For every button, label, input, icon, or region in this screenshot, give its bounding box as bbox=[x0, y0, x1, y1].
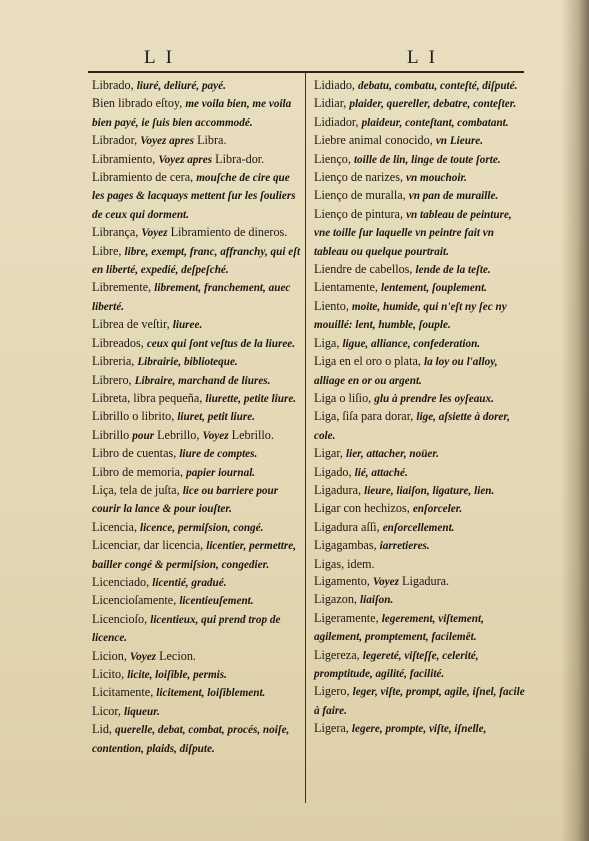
dictionary-entry bbox=[302, 95, 526, 113]
dictionary-entry bbox=[80, 574, 304, 592]
dictionary-entry bbox=[302, 720, 526, 738]
dictionary-entry bbox=[80, 684, 304, 702]
headword: Licenciar, dar licencia, bbox=[92, 538, 207, 553]
translation: Voyez bbox=[129, 650, 157, 663]
dictionary-entry bbox=[80, 464, 304, 482]
dictionary-entry bbox=[302, 482, 526, 500]
dictionary-entry bbox=[80, 132, 304, 150]
dictionary-entry bbox=[80, 648, 304, 666]
dictionary-entry bbox=[302, 114, 526, 132]
dictionary-entry bbox=[80, 519, 304, 537]
headword: Lebrillo, bbox=[154, 427, 203, 442]
headword: Ligeramente, bbox=[314, 610, 382, 625]
headword: Liendre de cabellos, bbox=[314, 262, 416, 277]
headword: Libra-dor. bbox=[212, 151, 265, 166]
headword: Libramiento, bbox=[92, 151, 159, 166]
headword: Libremente, bbox=[92, 280, 155, 295]
dictionary-entry bbox=[302, 279, 526, 297]
translation: liuret, petit liure. bbox=[177, 411, 256, 424]
translation: Voyez apres bbox=[158, 153, 213, 166]
translation: plaider, quereller, debatre, conteſter. bbox=[349, 98, 517, 111]
dictionary-entry bbox=[302, 298, 526, 335]
translation: licence, permiſsion, congé. bbox=[140, 521, 264, 534]
translation: enſorcellement. bbox=[382, 521, 455, 534]
translation: me voila bien, me voila bien payé, ie ſuis bien accommodé. bbox=[92, 98, 292, 129]
headword: Libro de memoria, bbox=[92, 464, 187, 479]
dictionary-entry bbox=[80, 77, 304, 95]
dictionary-entry bbox=[80, 353, 304, 371]
headword: Lebrillo. bbox=[228, 427, 274, 442]
headword: Libramiento de cera, bbox=[92, 170, 197, 185]
dictionary-entry bbox=[302, 556, 526, 573]
dictionary-entry bbox=[80, 224, 304, 242]
headword: Liga, ſiſa para dorar, bbox=[314, 409, 417, 424]
headword: Ligas, idem. bbox=[314, 556, 375, 571]
dictionary-entry bbox=[302, 591, 526, 609]
headword: Licor, bbox=[92, 703, 124, 718]
translation: ceux qui ſont veſtus de la liuree. bbox=[146, 337, 296, 350]
translation: liaiſon. bbox=[360, 594, 394, 607]
headword: Licitamente, bbox=[92, 685, 157, 700]
dictionary-entry bbox=[80, 537, 304, 574]
dictionary-entry bbox=[80, 408, 304, 426]
dictionary-entry bbox=[302, 390, 526, 408]
dictionary-entry bbox=[302, 187, 526, 205]
dictionary-entry bbox=[302, 132, 526, 150]
dictionary-entry bbox=[80, 482, 304, 519]
header-rule bbox=[88, 71, 524, 73]
dictionary-entry bbox=[302, 500, 526, 518]
headword: Librança, bbox=[92, 225, 142, 240]
dictionary-entry bbox=[80, 666, 304, 684]
headword: Licencioſo, bbox=[92, 611, 151, 626]
headword: Lienço, bbox=[314, 151, 354, 166]
translation: querelle, debat, combat, procés, noiſe, contention, plaids, diſpute. bbox=[92, 724, 290, 755]
dictionary-entry bbox=[302, 445, 526, 463]
translation: mouſche de cire que les pages & lacquays mettent ſur les ſouliers de ceux qui dorment. bbox=[92, 172, 296, 221]
dictionary-entry bbox=[302, 683, 526, 720]
translation: leger, viſte, prompt, agile, iſnel, facile à faire. bbox=[314, 686, 525, 717]
headword: Liga o liſio, bbox=[314, 390, 375, 405]
dictionary-entry bbox=[302, 610, 526, 647]
dictionary-entry bbox=[80, 316, 304, 334]
translation: Libraire, marchand de liures. bbox=[134, 374, 271, 387]
dictionary-entry bbox=[302, 169, 526, 187]
right-column bbox=[314, 77, 526, 739]
headword: Lecion. bbox=[156, 648, 196, 663]
translation: liurette, petite liure. bbox=[205, 392, 297, 405]
headword: Libro de cuentas, bbox=[92, 446, 180, 461]
headword: Lienço de muralla, bbox=[314, 188, 409, 203]
dictionary-entry bbox=[80, 445, 304, 463]
headword: Bien librado eſtoy, bbox=[92, 96, 186, 111]
translation: lentement, ſouplement. bbox=[381, 282, 487, 295]
headword: Licencioſamente, bbox=[92, 593, 180, 608]
headword: Libreria, bbox=[92, 354, 138, 369]
headword: Ligero, bbox=[314, 684, 353, 699]
translation: lige, aſsiette à dorer, cole. bbox=[314, 411, 510, 442]
headword: Ligadura, bbox=[314, 482, 365, 497]
page-edge-shadow bbox=[561, 0, 589, 841]
headword: Librillo bbox=[92, 427, 133, 442]
translation: enſorceler. bbox=[412, 503, 463, 516]
headword: Lienço de pintura, bbox=[314, 206, 407, 221]
dictionary-entry bbox=[80, 169, 304, 224]
dictionary-entry bbox=[80, 592, 304, 610]
translation: pour bbox=[132, 429, 155, 442]
translation: librement, franchement, auec liberté. bbox=[92, 282, 291, 313]
dictionary-entry bbox=[302, 353, 526, 390]
dictionary-entry bbox=[80, 95, 304, 132]
translation: lié, attaché. bbox=[354, 466, 408, 479]
headword: Lidiador, bbox=[314, 114, 362, 129]
headword: Libreta, libra pequeña, bbox=[92, 390, 206, 405]
headword: Librillo o librito, bbox=[92, 409, 178, 424]
headword: Libre, bbox=[92, 243, 125, 258]
headword: Licencia, bbox=[92, 519, 141, 534]
translation: liqueur. bbox=[124, 705, 160, 718]
translation: Voyez bbox=[372, 575, 399, 588]
translation: Voyez bbox=[202, 429, 229, 442]
headword: Licito, bbox=[92, 667, 128, 681]
translation: liure de comptes. bbox=[179, 448, 258, 461]
dictionary-entry bbox=[80, 151, 304, 169]
dictionary-entry bbox=[80, 335, 304, 353]
headword: Ligera, bbox=[314, 721, 352, 736]
headword: Lientamente, bbox=[314, 280, 382, 295]
headword: Ligazon, bbox=[314, 592, 361, 607]
translation: ligue, alliance, confederation. bbox=[342, 337, 481, 350]
translation: glu à prendre les oyſeaux. bbox=[374, 392, 494, 405]
dictionary-entry bbox=[302, 151, 526, 169]
translation: legere, prompte, viſte, iſnelle, bbox=[351, 723, 487, 736]
translation: licentier, permettre, bailler congé & permiſsion, congedier. bbox=[92, 540, 297, 571]
dictionary-entry bbox=[80, 721, 304, 758]
translation: moite, humide, qui n'eſt ny ſec ny mouillé: lent, humble, ſouple. bbox=[314, 300, 507, 332]
headword: Liga, bbox=[314, 335, 343, 350]
translation: licitement, loiſiblement. bbox=[156, 687, 266, 700]
headword: Libra. bbox=[194, 133, 227, 148]
headword: Lidiar, bbox=[314, 96, 350, 111]
headword: Liça, tela de juſta, bbox=[92, 482, 183, 497]
dictionary-entry bbox=[80, 390, 304, 408]
translation: lieure, liaiſon, ligature, lien. bbox=[364, 484, 495, 497]
headword: Librero, bbox=[92, 372, 135, 387]
dictionary-entry bbox=[80, 243, 304, 280]
headword: Lid, bbox=[92, 722, 116, 737]
headword: Liento, bbox=[314, 298, 352, 313]
left-column bbox=[92, 77, 304, 758]
translation: licentieuſement. bbox=[179, 595, 254, 608]
dictionary-entry bbox=[80, 703, 304, 721]
headword: Liebre animal conocido, bbox=[314, 133, 436, 148]
running-head-left: L I bbox=[144, 47, 175, 68]
dictionary-entry bbox=[302, 537, 526, 555]
dictionary-entry bbox=[80, 611, 304, 648]
dictionary-entry bbox=[80, 427, 304, 445]
dictionary-entry bbox=[302, 408, 526, 445]
translation: debatu, combatu, conteſté, diſputé. bbox=[358, 80, 518, 92]
dictionary-entry bbox=[302, 647, 526, 684]
running-head-right: L I bbox=[407, 47, 438, 68]
translation: papier iournal. bbox=[186, 466, 256, 479]
dictionary-entry bbox=[302, 206, 526, 261]
headword: Librea de veſtir, bbox=[92, 317, 173, 332]
translation: legerement, viſtement, agilement, promptement, facilemēt. bbox=[314, 612, 484, 644]
translation: vn pan de muraille. bbox=[408, 190, 499, 203]
headword: Ligadura aſſi, bbox=[314, 519, 383, 534]
headword: Libramiento de dineros. bbox=[167, 225, 288, 240]
dictionary-entry bbox=[80, 279, 304, 316]
headword: Licion, bbox=[92, 648, 130, 663]
dictionary-entry bbox=[302, 261, 526, 279]
headword: Ligagambas, bbox=[314, 538, 380, 553]
headword: Licenciado, bbox=[92, 574, 153, 589]
headword: Ligamento, bbox=[314, 573, 373, 588]
translation: lice ou barriere pour courir la lance & pour iouſter. bbox=[92, 484, 279, 516]
translation: plaideur, conteſtant, combatant. bbox=[361, 116, 509, 129]
headword: Lidiado, bbox=[314, 78, 359, 92]
translation: lende de la teſte. bbox=[415, 264, 491, 277]
translation: toille de lin, linge de toute ſorte. bbox=[353, 153, 501, 166]
headword: Ligereza, bbox=[314, 647, 363, 662]
translation: libre, exempt, franc, affranchy, qui eſt en liberté, expedié, deſpeſché. bbox=[92, 245, 301, 277]
translation: lier, attacher, noüer. bbox=[346, 448, 439, 461]
headword: Lienço de narizes, bbox=[314, 170, 407, 185]
translation: liuree. bbox=[172, 319, 203, 332]
translation: licentié, gradué. bbox=[152, 576, 227, 589]
dictionary-entry bbox=[80, 372, 304, 390]
dictionary-entry bbox=[302, 519, 526, 537]
headword: Librado, bbox=[92, 78, 137, 92]
dictionary-entry bbox=[302, 77, 526, 95]
dictionary-entry bbox=[302, 335, 526, 353]
translation: legereté, viſteſſe, celerité, promptitude, agilité, facilité. bbox=[314, 649, 479, 680]
translation: licentieux, qui prend trop de licence. bbox=[92, 613, 281, 645]
headword: Liga en el oro o plata, bbox=[314, 354, 424, 369]
translation: liuré, deliuré, payé. bbox=[136, 80, 226, 92]
translation: vn Lieure. bbox=[435, 135, 484, 148]
headword: Ligadura. bbox=[399, 573, 450, 588]
translation: Librairie, biblioteque. bbox=[137, 356, 238, 369]
dictionary-entry bbox=[302, 573, 526, 591]
headword: Ligado, bbox=[314, 464, 355, 479]
dictionary-entry bbox=[302, 464, 526, 482]
translation: vn mouchoir. bbox=[406, 172, 467, 185]
headword: Ligar, bbox=[314, 446, 346, 461]
translation: licite, loiſible, permis. bbox=[127, 669, 227, 681]
translation: Voyez apres bbox=[140, 135, 195, 148]
translation: Voyez bbox=[141, 227, 168, 240]
headword: Libreados, bbox=[92, 335, 147, 350]
headword: Ligar con hechizos, bbox=[314, 501, 413, 516]
headword: Librador, bbox=[92, 133, 141, 148]
translation: vn tableau de peinture, vne toille ſur laquelle vn peintre fait vn tableau ou quelque pourtrait. bbox=[314, 208, 512, 258]
translation: la loy ou l'alloy, alliage en or ou argent. bbox=[314, 356, 498, 387]
translation: iarretieres. bbox=[379, 540, 430, 553]
